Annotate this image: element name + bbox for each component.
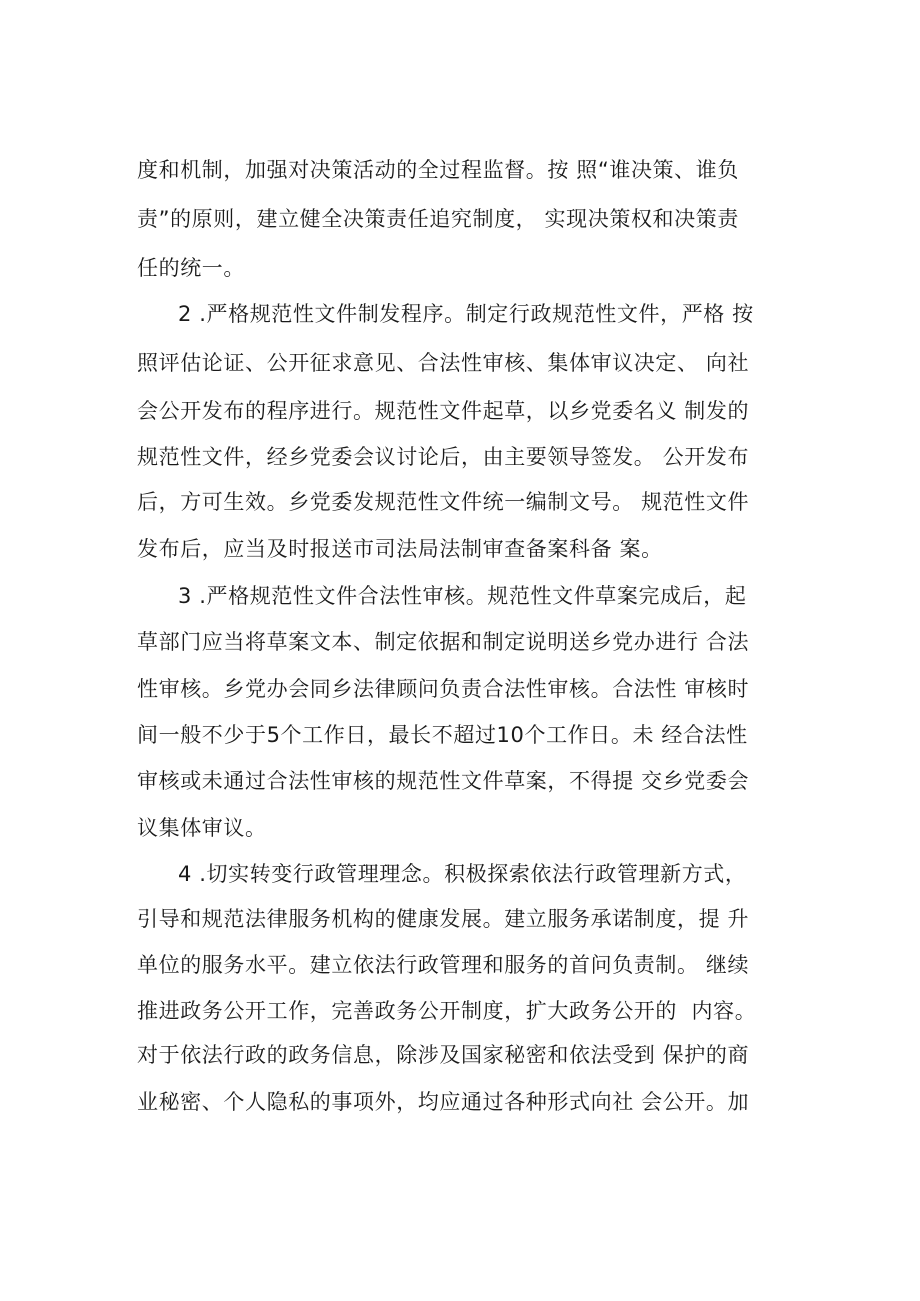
- text-line: 会公开发布的程序进行。规范性文件起草，以乡党委名义 制发的: [137, 399, 750, 423]
- text-line: 审核或未通过合法性审核的规范性文件草案，不得提 交乡党委会: [137, 769, 750, 793]
- text-line: 间一般不少于5个工作日，最长不超过10个工作日。未 经合法性: [137, 723, 748, 747]
- text-line: 性审核。乡党办会同乡法律顾问负责合法性审核。合法性 审核时: [137, 677, 750, 701]
- text-line: 推进政务公开工作，完善政务公开制度，扩大政务公开的 内容。: [137, 999, 757, 1023]
- paragraph-4-first-line: 4 .切实转变行政管理理念。积极探索依法行政管理新方式，: [178, 862, 747, 886]
- text-line: 发布后，应当及时报送市司法局法制审查备案科备 案。: [137, 537, 663, 561]
- text-line: 后，方可生效。乡党委发规范性文件统一编制文号。 规范性文件: [137, 490, 750, 514]
- text-line: 草部门应当将草案文本、制定依据和制定说明送乡党办进行 合法: [137, 630, 750, 654]
- text-line: 单位的服务水平。建立依法行政管理和服务的首问负责制。 继续: [137, 953, 750, 977]
- paragraph-3-first-line: 3 .严格规范性文件合法性审核。规范性文件草案完成后，起: [178, 584, 747, 608]
- paragraph-2-first-line: 2 .严格规范性文件制发程序。制定行政规范性文件，严格 按: [178, 302, 754, 326]
- text-line: 规范性文件，经乡党委会议讨论后，由主要领导签发。 公开发布: [137, 445, 750, 469]
- text-line: 责”的原则，建立健全决策责任追究制度， 实现决策权和决策责: [137, 207, 739, 231]
- text-line: 照评估论证、公开征求意见、合法性审核、集体审议决定、 向社: [137, 351, 750, 375]
- text-line: 任的统一。: [137, 256, 245, 280]
- text-line: 对于依法行政的政务信息，除涉及国家秘密和依法受到 保护的商: [137, 1043, 750, 1067]
- text-line: 议集体审议。: [137, 816, 267, 840]
- text-line: 度和机制，加强对决策活动的全过程监督。按 照“谁决策、谁负: [137, 158, 739, 182]
- text-line: 业秘密、个人隐私的事项外，均应通过各种形式向社 会公开。加: [137, 1090, 750, 1114]
- text-line: 引导和规范法律服务机构的健康发展。建立服务承诺制度，提 升: [137, 907, 750, 931]
